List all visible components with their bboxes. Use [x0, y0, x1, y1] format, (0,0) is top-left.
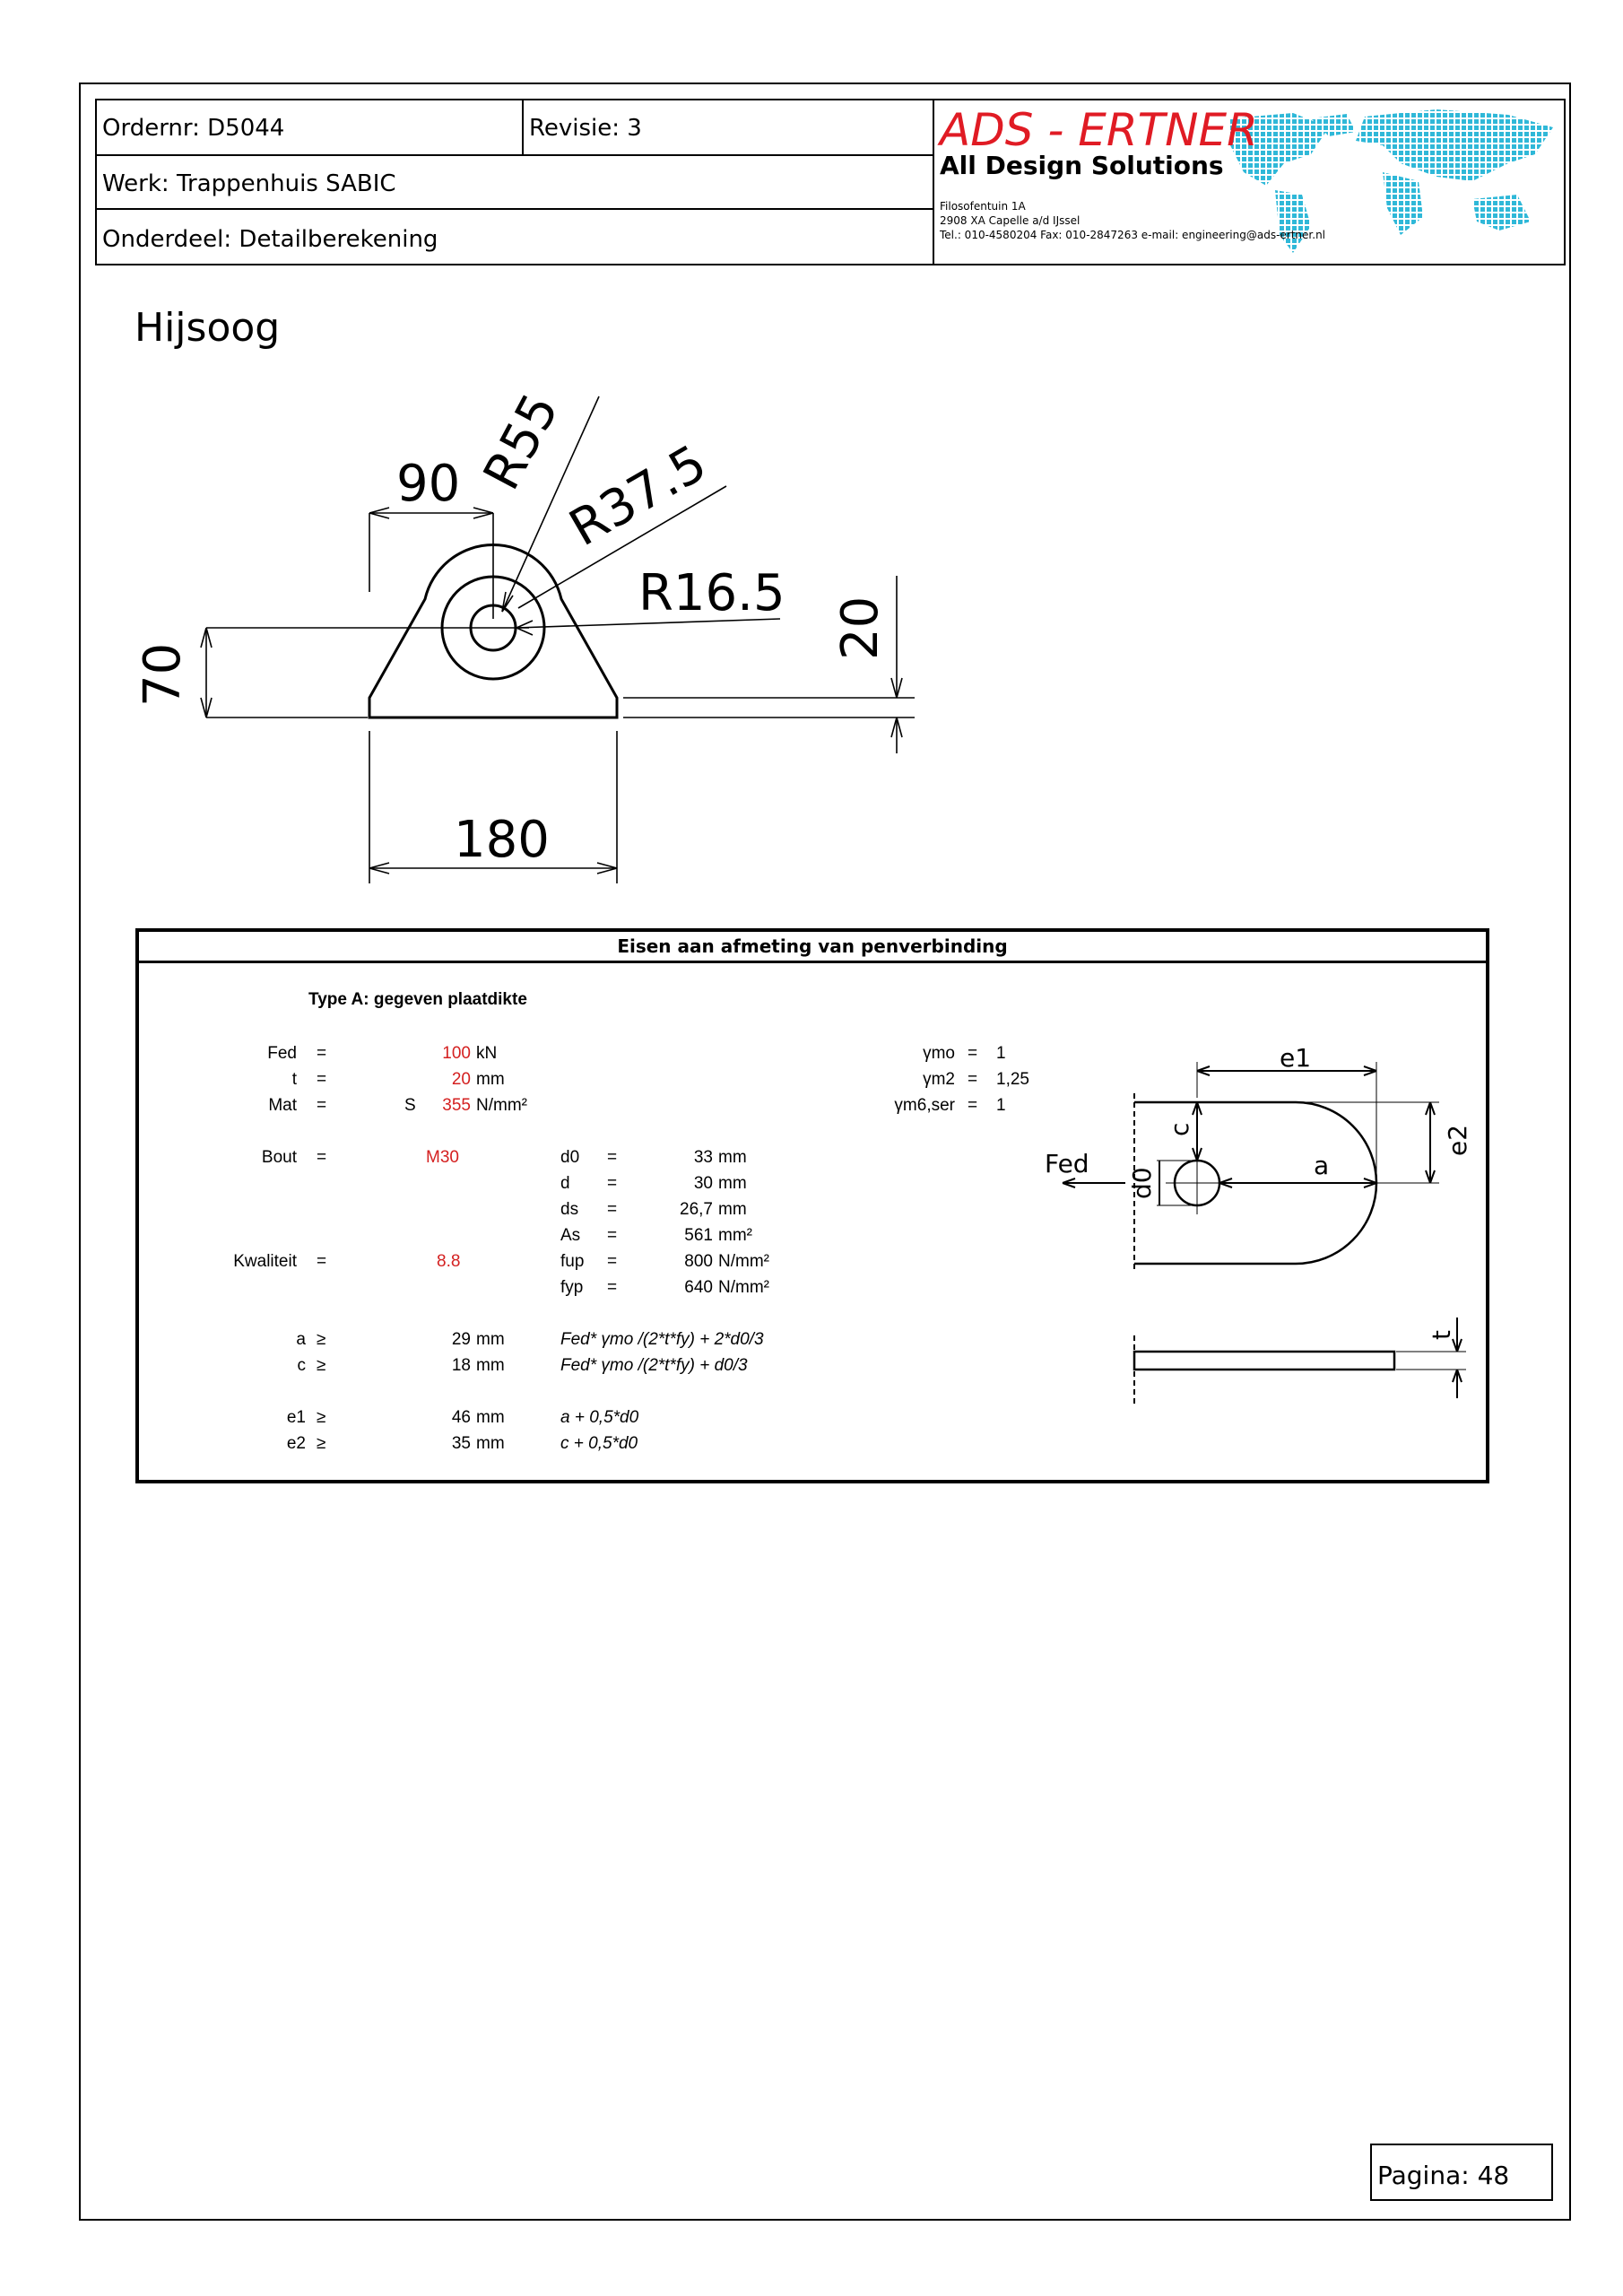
op: =: [968, 1070, 978, 1089]
label-as: As: [560, 1226, 581, 1245]
part: Onderdeel: Detailberekening: [102, 226, 438, 253]
value-gamma-m6: 1: [996, 1096, 1006, 1115]
formula-a: Fed* γmo /(2*t*fy) + 2*d0/3: [560, 1330, 764, 1349]
diagram-e2: e2: [1443, 1124, 1472, 1156]
diagram-d0: d0: [1127, 1167, 1157, 1199]
op: =: [607, 1226, 618, 1245]
unit: N/mm²: [718, 1278, 769, 1297]
address-line-2: 2908 XA Capelle a/d IJssel: [940, 214, 1081, 227]
unit: mm: [718, 1200, 747, 1219]
op: =: [607, 1200, 618, 1219]
op: =: [317, 1070, 327, 1089]
dim-70: 70: [134, 642, 192, 707]
contact-line: Tel.: 010-4580204 Fax: 010-2847263 e-mail: engineering@ads-ertner.nl: [940, 229, 1326, 241]
label-c: c: [297, 1356, 306, 1375]
label-t: t: [291, 1070, 297, 1089]
dim-180: 180: [454, 811, 550, 869]
page-number-box: [1370, 2144, 1553, 2201]
label-gamma-mo: γmo: [923, 1044, 955, 1063]
op: =: [607, 1148, 618, 1167]
value-bolt: M30: [426, 1148, 459, 1167]
work: Werk: Trappenhuis SABIC: [102, 170, 396, 197]
unit: mm: [718, 1174, 747, 1193]
formula-e1: a + 0,5*d0: [560, 1408, 639, 1427]
formula-e2: c + 0,5*d0: [560, 1434, 638, 1453]
unit: N/mm²: [476, 1096, 527, 1115]
lifting-eye-drawing: [108, 377, 933, 897]
label-e2: e2: [286, 1434, 306, 1453]
value-ds: 26,7: [680, 1200, 713, 1219]
label-a: a: [296, 1330, 306, 1349]
unit: mm: [476, 1330, 505, 1349]
diagram-t: t: [1427, 1330, 1456, 1340]
value-d0: 33: [693, 1148, 713, 1167]
op: =: [317, 1148, 327, 1167]
company-tagline: All Design Solutions: [940, 151, 1224, 180]
op: =: [317, 1252, 327, 1271]
op: =: [968, 1096, 978, 1115]
value-t: 20: [451, 1070, 471, 1089]
dim-r55: R55: [472, 384, 571, 500]
value-quality: 8.8: [437, 1252, 461, 1271]
title-block: [95, 99, 1566, 265]
unit: mm: [476, 1434, 505, 1453]
label-d: d: [560, 1174, 570, 1193]
dim-r375: R37.5: [560, 434, 716, 559]
revision: Revisie: 3: [529, 115, 642, 142]
unit: mm: [476, 1356, 505, 1375]
diagram-a: a: [1314, 1151, 1330, 1180]
value-fyp: 640: [684, 1278, 713, 1297]
value-d: 30: [693, 1174, 713, 1193]
page-title: Hijsoog: [135, 305, 281, 351]
dim-r165: R16.5: [638, 564, 785, 622]
op: ≥: [317, 1408, 326, 1427]
type-label: Type A: gegeven plaatdikte: [308, 990, 527, 1009]
op: ≥: [317, 1356, 326, 1375]
value-as: 561: [684, 1226, 713, 1245]
order-number: Ordernr: D5044: [102, 115, 285, 142]
op: =: [607, 1278, 618, 1297]
dim-90: 90: [396, 455, 461, 513]
op: ≥: [317, 1330, 326, 1349]
value-e2: 35: [451, 1434, 471, 1453]
formula-c: Fed* γmo /(2*t*fy) + d0/3: [560, 1356, 748, 1375]
op: ≥: [317, 1434, 326, 1453]
unit: mm²: [718, 1226, 752, 1245]
op: =: [968, 1044, 978, 1063]
value-a: 29: [451, 1330, 471, 1349]
label-gamma-m2: γm2: [923, 1070, 955, 1089]
label-fup: fup: [560, 1252, 585, 1271]
unit: mm: [476, 1070, 505, 1089]
diagram-e1: e1: [1280, 1043, 1312, 1073]
unit: N/mm²: [718, 1252, 769, 1271]
plate-side-view: [1134, 1352, 1394, 1370]
steel-prefix: S: [404, 1096, 416, 1115]
value-gamma-m2: 1,25: [996, 1070, 1029, 1089]
value-e1: 46: [451, 1408, 471, 1427]
label-gamma-m6: γm6,ser: [894, 1096, 955, 1115]
label-ds: ds: [560, 1200, 579, 1219]
value-mat: 355: [442, 1096, 471, 1115]
unit: mm: [718, 1148, 747, 1167]
company-logo: [934, 100, 1564, 264]
address-line-1: Filosofentuin 1A: [940, 200, 1026, 213]
unit: kN: [476, 1044, 498, 1063]
op: =: [317, 1096, 327, 1115]
company-name: ADS - ERTNER: [940, 104, 1258, 156]
label-quality: Kwaliteit: [233, 1252, 297, 1271]
op: =: [607, 1174, 618, 1193]
diagram-fed: Fed: [1045, 1149, 1089, 1178]
value-c: 18: [451, 1356, 471, 1375]
op: =: [607, 1252, 618, 1271]
value-fed: 100: [442, 1044, 471, 1063]
page-number: Pagina: 48: [1377, 2161, 1510, 2190]
pin-connection-diagram: [1045, 1031, 1484, 1425]
label-fed: Fed: [267, 1044, 297, 1063]
label-mat: Mat: [268, 1096, 297, 1115]
value-gamma-mo: 1: [996, 1044, 1006, 1063]
label-d0: d0: [560, 1148, 580, 1167]
op: =: [317, 1044, 327, 1063]
label-e1: e1: [286, 1408, 306, 1427]
unit: mm: [476, 1408, 505, 1427]
dim-20: 20: [831, 596, 890, 660]
value-fup: 800: [684, 1252, 713, 1271]
diagram-c: c: [1165, 1122, 1194, 1136]
pin-connection-table: [135, 928, 1489, 1483]
label-fyp: fyp: [560, 1278, 584, 1297]
table-heading: Eisen aan afmeting van penverbinding: [139, 932, 1486, 963]
label-bolt: Bout: [261, 1148, 297, 1167]
